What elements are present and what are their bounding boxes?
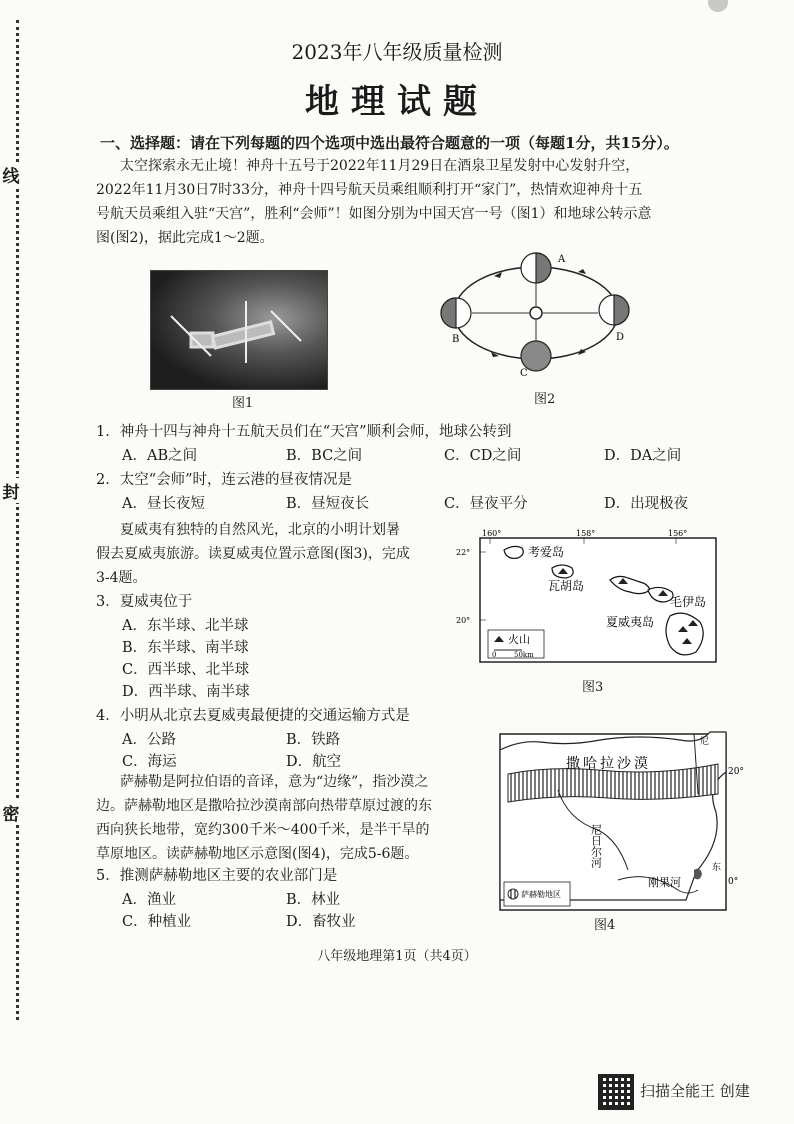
q1-option-c: C．CD之间 bbox=[444, 448, 522, 464]
q4-option-a: A．公路 bbox=[122, 732, 176, 748]
sahel-map bbox=[498, 730, 750, 912]
q5-stem: 5．推测萨赫勒地区主要的农业部门是 bbox=[96, 868, 338, 884]
lat-22: 22° bbox=[456, 548, 471, 557]
legend-hatch-icon bbox=[508, 889, 518, 899]
scale-label: 50km bbox=[514, 651, 534, 659]
sahel-intro-4: 草原地区。读萨赫勒地区示意图(图4)，完成5-6题。 bbox=[96, 846, 419, 862]
earth-top-night bbox=[536, 253, 551, 283]
intro-line-4: 图(图2)，据此完成1～2题。 bbox=[96, 230, 274, 246]
q3-option-b: B．东半球、南半球 bbox=[122, 640, 249, 656]
tiangong-photo bbox=[150, 270, 328, 390]
nile-frag-label: 尼 bbox=[700, 737, 710, 747]
lat-0-label: 0° bbox=[728, 877, 739, 887]
hawaii-map bbox=[452, 526, 728, 666]
earth-left-night bbox=[441, 298, 456, 328]
sahel-intro-2: 边。萨赫勒地区是撒哈拉沙漠南部向热带草原过渡的东 bbox=[96, 798, 432, 814]
sahel-intro-3: 西向狭长地带，宽约300千米～400千米，是半干旱的 bbox=[96, 822, 430, 838]
kauai-island bbox=[504, 546, 523, 558]
hawaii-intro-1: 夏威夷有独特的自然风光，北京的小明计划暑 bbox=[120, 522, 400, 538]
congo-label: 刚果河 bbox=[648, 876, 681, 889]
q1-option-b: B．BC之间 bbox=[286, 448, 363, 464]
q2-option-c: C．昼夜平分 bbox=[444, 496, 528, 512]
q4-option-b: B．铁路 bbox=[286, 732, 341, 748]
oahu-label: 瓦胡岛 bbox=[548, 579, 585, 593]
sahel-intro-1: 萨赫勒是阿拉伯语的音译，意为“边缘”，指沙漠之 bbox=[120, 774, 429, 790]
seal-char-mi: 密 bbox=[0, 800, 22, 825]
intro-line-2: 2022年11月30日7时33分，神舟十四号航天员乘组顺利打开“家门”，热情欢迎神舟十五 bbox=[96, 182, 643, 198]
maui-label: 毛伊岛 bbox=[670, 595, 707, 609]
lat-20: 20° bbox=[456, 616, 471, 625]
hawaii-label: 夏威夷岛 bbox=[606, 615, 655, 629]
east-frag-label: 东 bbox=[712, 863, 722, 873]
seal-char-xian: 线 bbox=[0, 162, 22, 187]
q4-option-d: D．航空 bbox=[286, 754, 342, 770]
fig4-caption: 图4 bbox=[594, 918, 616, 933]
legend-sahel-label: 萨赫勒地区 bbox=[521, 890, 561, 899]
q2-option-b: B．昼短夜长 bbox=[286, 496, 370, 512]
q2-stem: 2．太空“会师”时，连云港的昼夜情况是 bbox=[96, 472, 353, 488]
q3-option-a: A．东半球、北半球 bbox=[122, 618, 249, 634]
q4-option-c: C．海运 bbox=[122, 754, 177, 770]
earth-bottom bbox=[521, 341, 551, 371]
solar-panel bbox=[271, 311, 301, 341]
hawaii-big-island bbox=[666, 613, 703, 655]
section-heading: 一、选择题：请在下列每题的四个选项中选出最符合题意的一项（每题1分，共15分）。 bbox=[100, 134, 679, 152]
q2-option-a: A．昼长夜短 bbox=[122, 496, 205, 512]
q1-option-a: A．AB之间 bbox=[122, 448, 198, 464]
fig1-caption: 图1 bbox=[232, 396, 254, 411]
exam-title: 2023年八年级质量检测 bbox=[291, 40, 503, 64]
sun bbox=[530, 307, 542, 319]
intro-line-1: 太空探索永无止境！神舟十五号于2022年11月29日在酒泉卫星发射中心发射升空， bbox=[120, 158, 640, 174]
q5-option-c: C．种植业 bbox=[122, 914, 192, 930]
fig3-caption: 图3 bbox=[582, 680, 604, 695]
lon-160: 160° bbox=[482, 529, 502, 538]
lat-20-label: 20° bbox=[728, 767, 744, 777]
earth-orbit-diagram bbox=[436, 248, 646, 384]
label-c: C bbox=[520, 368, 528, 379]
hawaii-intro-3: 3-4题。 bbox=[96, 570, 147, 586]
label-a: A bbox=[558, 254, 566, 265]
q3-stem: 3．夏威夷位于 bbox=[96, 594, 193, 610]
qr-code-icon bbox=[598, 1074, 634, 1110]
intro-line-3: 号航天员乘组入驻“天宫”，胜利“会师”！如图分别为中国天宫一号（图1）和地球公转示意 bbox=[96, 206, 652, 222]
sahara-label: 撒哈拉沙漠 bbox=[566, 756, 651, 772]
scan-hole-mark bbox=[708, 0, 728, 12]
subject-title: 地理试题 bbox=[305, 82, 489, 122]
lon-158: 158° bbox=[576, 529, 596, 538]
lon-156: 156° bbox=[668, 529, 688, 538]
q3-option-c: C．西半球、北半球 bbox=[122, 662, 250, 678]
fig2-caption: 图2 bbox=[534, 392, 556, 407]
q5-option-a: A．渔业 bbox=[122, 892, 176, 908]
scale-zero: 0 bbox=[492, 651, 497, 659]
q2-option-d: D．出现极夜 bbox=[604, 496, 689, 512]
page-footer: 八年级地理第1页（共4页） bbox=[317, 949, 477, 964]
scanner-watermark: 扫描全能王 创建 bbox=[640, 1082, 750, 1100]
legend-volcano-label: 火山 bbox=[508, 633, 530, 646]
earth-right-night bbox=[614, 295, 629, 325]
q1-stem: 1．神舟十四与神舟十五航天员们在“天宫”顺利会师，地球公转到 bbox=[96, 424, 512, 440]
niger-label: 尼日尔河 bbox=[589, 824, 603, 868]
kauai-label: 考爱岛 bbox=[528, 545, 565, 559]
q1-option-d: D．DA之间 bbox=[604, 448, 682, 464]
station-core bbox=[212, 322, 273, 348]
label-d: D bbox=[616, 332, 625, 343]
q3-option-d: D．西半球、南半球 bbox=[122, 684, 250, 700]
space-station-image bbox=[151, 271, 327, 389]
q5-option-d: D．畜牧业 bbox=[286, 914, 356, 930]
seal-char-feng: 封 bbox=[0, 478, 22, 503]
q5-option-b: B．林业 bbox=[286, 892, 341, 908]
hawaii-intro-2: 假去夏威夷旅游。读夏威夷位置示意图(图3)，完成 bbox=[96, 546, 410, 562]
label-b: B bbox=[452, 334, 460, 345]
q4-stem: 4．小明从北京去夏威夷最便捷的交通运输方式是 bbox=[96, 708, 410, 724]
